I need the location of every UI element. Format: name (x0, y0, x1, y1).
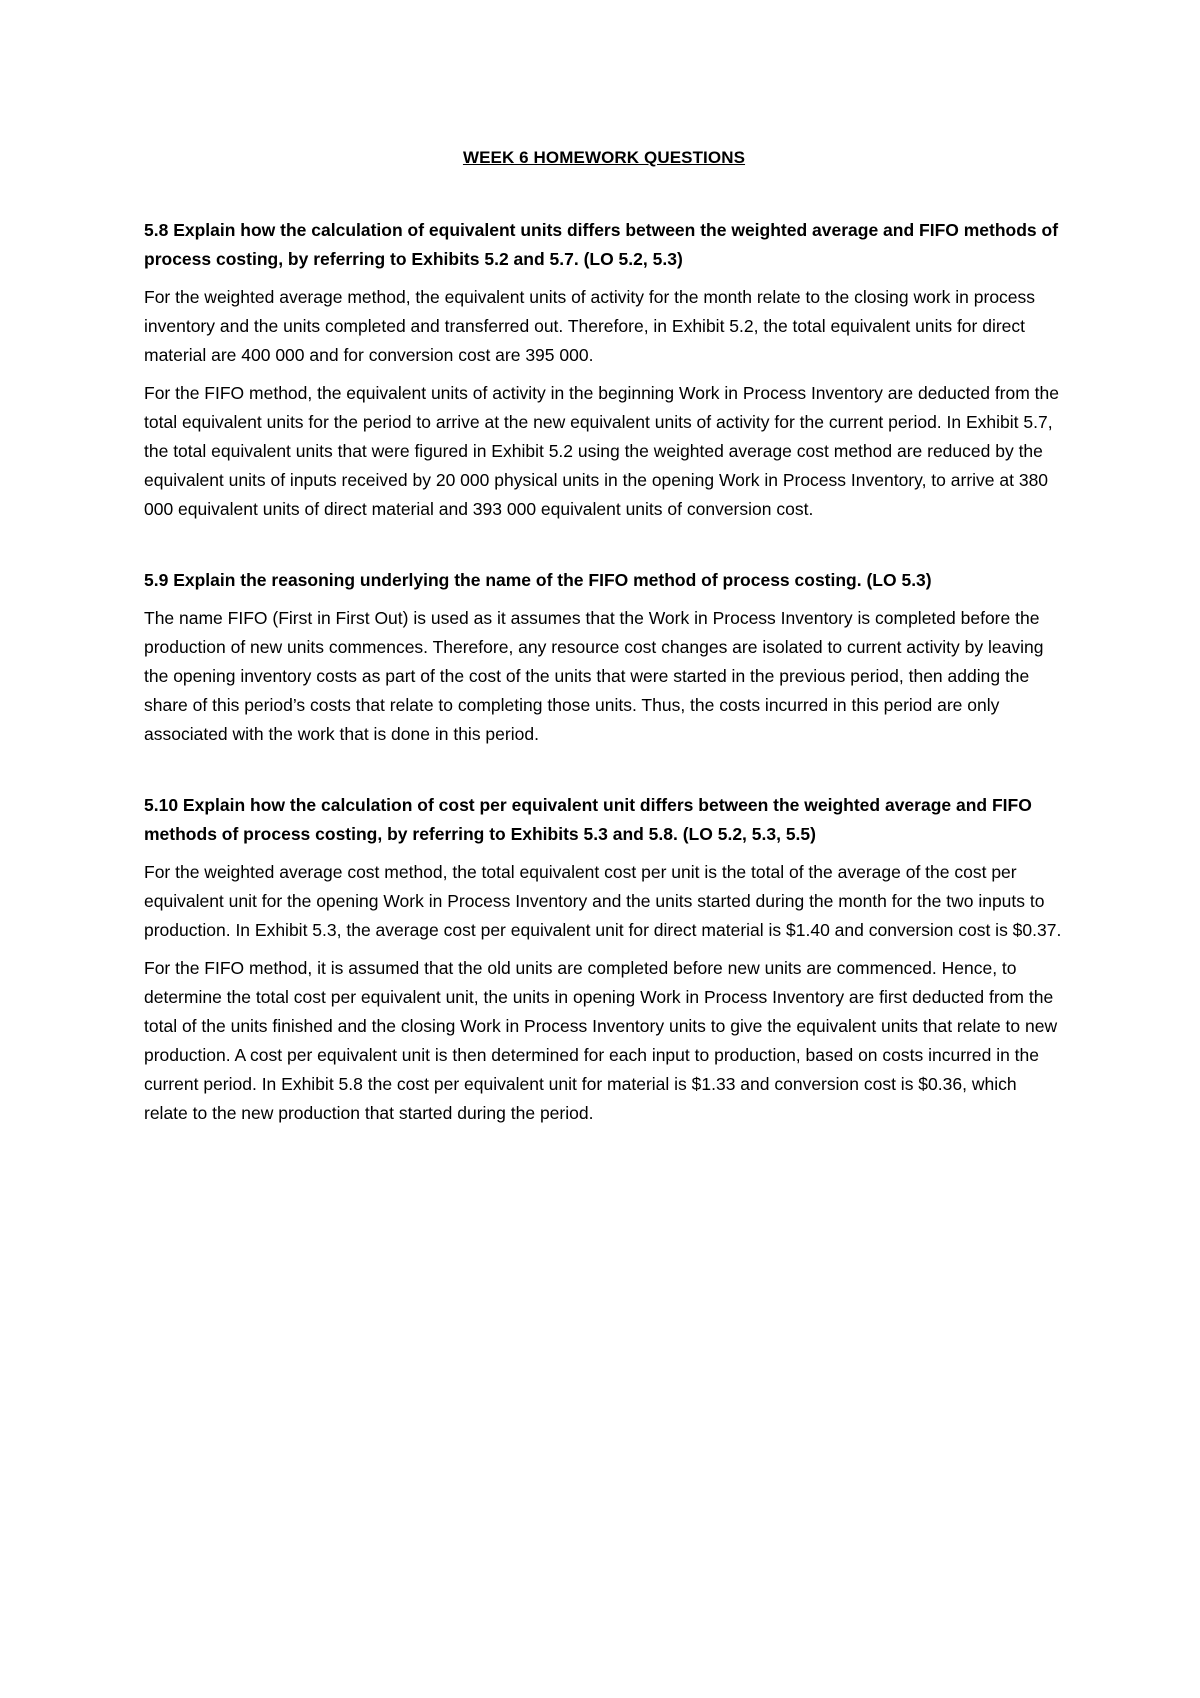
answer-paragraph: For the weighted average method, the equivalent units of activity for the month relate to the closing work in process inventory and the units completed and transferred out. Therefore, in Exhibit 5.2, the total equivalent units for direct material are 400 000 and for conversion cost are 395 000. (144, 287, 1036, 365)
answer-paragraph: The name FIFO (First in First Out) is used as it assumes that the Work in Process Inventory is completed before the production of new units commences. Therefore, any resource cost changes are isolated to current activity by leaving the opening inventory costs as part of the cost of the units that were started in the previous period, then adding the share of this period’s costs that relate to completing those units. Thus, the costs incurred in this period are only associated with the work that is done in this period. (144, 608, 1044, 744)
question-heading: 5.8 Explain how the calculation of equivalent units differs between the weighted average and FIFO methods of process costing, by referring to Exhibits 5.2 and 5.7. (LO 5.2, 5.3) (144, 220, 1059, 269)
document-body (144, 148, 1064, 1137)
question-block-5-8 (144, 216, 1064, 524)
answer-paragraph: For the weighted average cost method, the total equivalent cost per unit is the total of the average of the cost per equivalent unit for the opening Work in Process Inventory and the units started during the month for the two inputs to production. In Exhibit 5.3, the average cost per equivalent unit for direct material is $1.40 and conversion cost is $0.37. (144, 862, 1062, 940)
document-title: WEEK 6 HOMEWORK QUESTIONS (462, 148, 746, 167)
question-block-5-9 (144, 566, 1064, 749)
question-heading: 5.9 Explain the reasoning underlying the name of the FIFO method of process costing. (LO 5.3) (144, 570, 932, 590)
answer-paragraph: For the FIFO method, it is assumed that the old units are completed before new units are commenced. Hence, to determine the total cost per equivalent unit, the units in opening Work in Process Inventory are first deducted from the total of the units finished and the closing Work in Process Inventory units to give the equivalent units that relate to new production. A cost per equivalent unit is then determined for each input to production, based on costs incurred in the current period. In Exhibit 5.8 the cost per equivalent unit for material is $1.33 and conversion cost is $0.36, which relate to the new production that started during the period. (144, 958, 1058, 1123)
question-block-5-10 (144, 791, 1064, 1128)
answer-paragraph: For the FIFO method, the equivalent units of activity in the beginning Work in Process Inventory are deducted from the total equivalent units for the period to arrive at the new equivalent units of activity for the current period. In Exhibit 5.7, the total equivalent units that were figured in Exhibit 5.2 using the weighted average cost method are reduced by the equivalent units of inputs received by 20 000 physical units in the opening Work in Process Inventory, to arrive at 380 000 equivalent units of direct material and 393 000 equivalent units of conversion cost. (144, 383, 1060, 519)
question-heading: 5.10 Explain how the calculation of cost per equivalent unit differs between the weighted average and FIFO methods of process costing, by referring to Exhibits 5.3 and 5.8. (LO 5.2, 5.3, 5.5) (144, 795, 1032, 844)
